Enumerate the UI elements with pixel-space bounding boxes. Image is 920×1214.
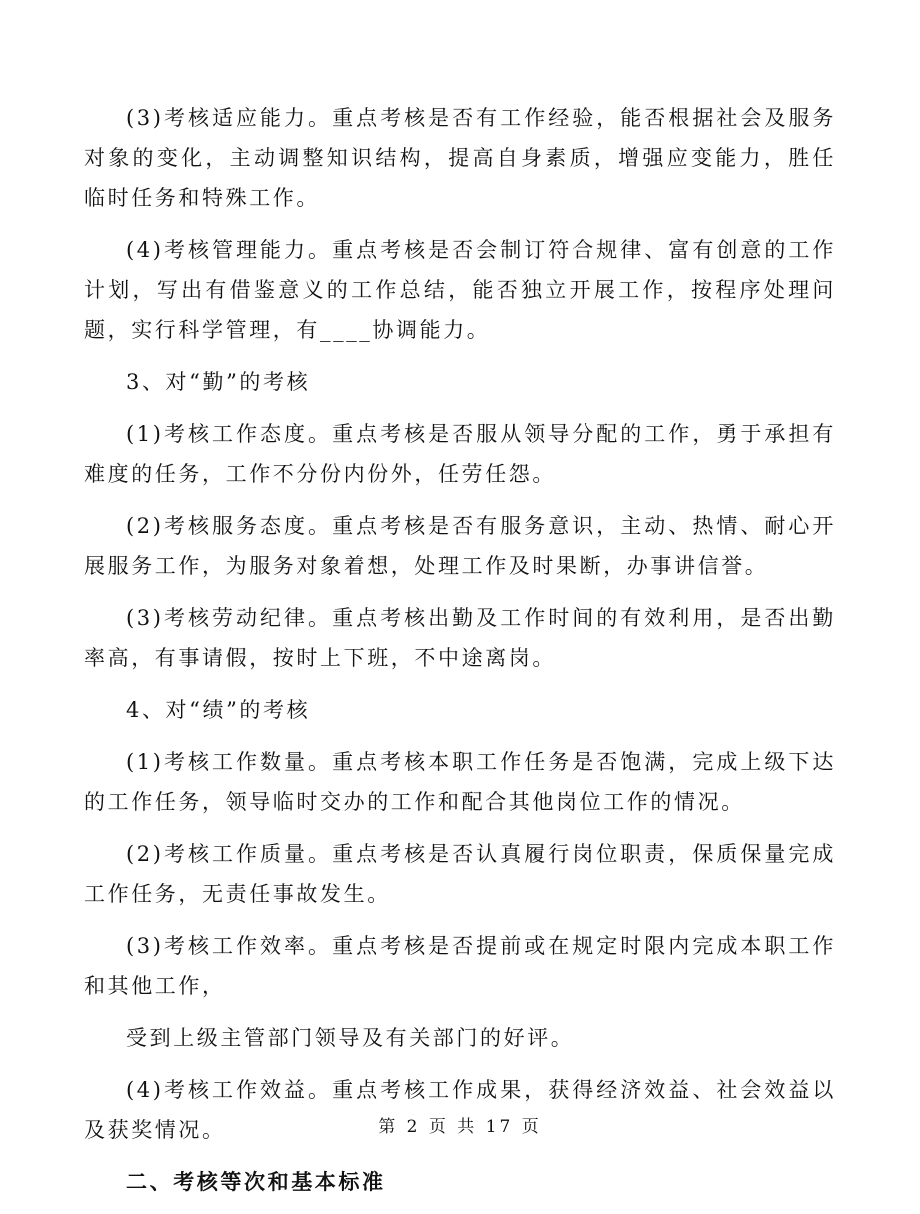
paragraph-work-benefit: (4)考核工作效益。重点考核工作成果，获得经济效益、社会效益以及获奖情况。 — [84, 1078, 836, 1142]
heading-diligence: 3、对“勤”的考核 — [126, 370, 311, 394]
paragraph-work-quantity: (1)考核工作数量。重点考核本职工作任务是否饱满，完成上级下达的工作任务，领导临时交办的工作和配合其他岗位工作的情况。 — [84, 750, 836, 814]
document-page — [84, 98, 836, 1214]
paragraph-service-attitude: (2)考核服务态度。重点考核是否有服务意识，主动、热情、耐心开展服务工作，为服务对象着想，处理工作及时果断，办事讲信誉。 — [84, 514, 836, 578]
paragraph-management: (4)考核管理能力。重点考核是否会制订符合规律、富有创意的工作计划，写出有借鉴意义的工作总结，能否独立开展工作，按程序处理问题，实行科学管理，有____协调能力。 — [84, 238, 836, 342]
paragraph-work-efficiency: (3)考核工作效率。重点考核是否提前或在规定时限内完成本职工作和其他工作， — [84, 934, 836, 998]
paragraph-praise: 受到上级主管部门领导及有关部门的好评。 — [126, 1026, 575, 1050]
page-footer: 第 2 页 共 17 页 — [378, 1117, 542, 1137]
heading-performance: 4、对“绩”的考核 — [126, 698, 311, 722]
paragraph-labor-discipline: (3)考核劳动纪律。重点考核出勤及工作时间的有效利用，是否出勤率高，有事请假，按时上下班，不中途离岗。 — [84, 606, 836, 670]
section-heading-grades: 二、考核等次和基本标准 — [126, 1169, 386, 1194]
paragraph-work-quality: (2)考核工作质量。重点考核是否认真履行岗位职责，保质保量完成工作任务，无责任事故发生。 — [84, 842, 836, 906]
paragraph-work-attitude: (1)考核工作态度。重点考核是否服从领导分配的工作，勇于承担有难度的任务，工作不分份内份外，任劳任怨。 — [84, 422, 836, 486]
paragraph-adaptability: (3)考核适应能力。重点考核是否有工作经验，能否根据社会及服务对象的变化，主动调整知识结构，提高自身素质，增强应变能力，胜任临时任务和特殊工作。 — [84, 106, 836, 210]
